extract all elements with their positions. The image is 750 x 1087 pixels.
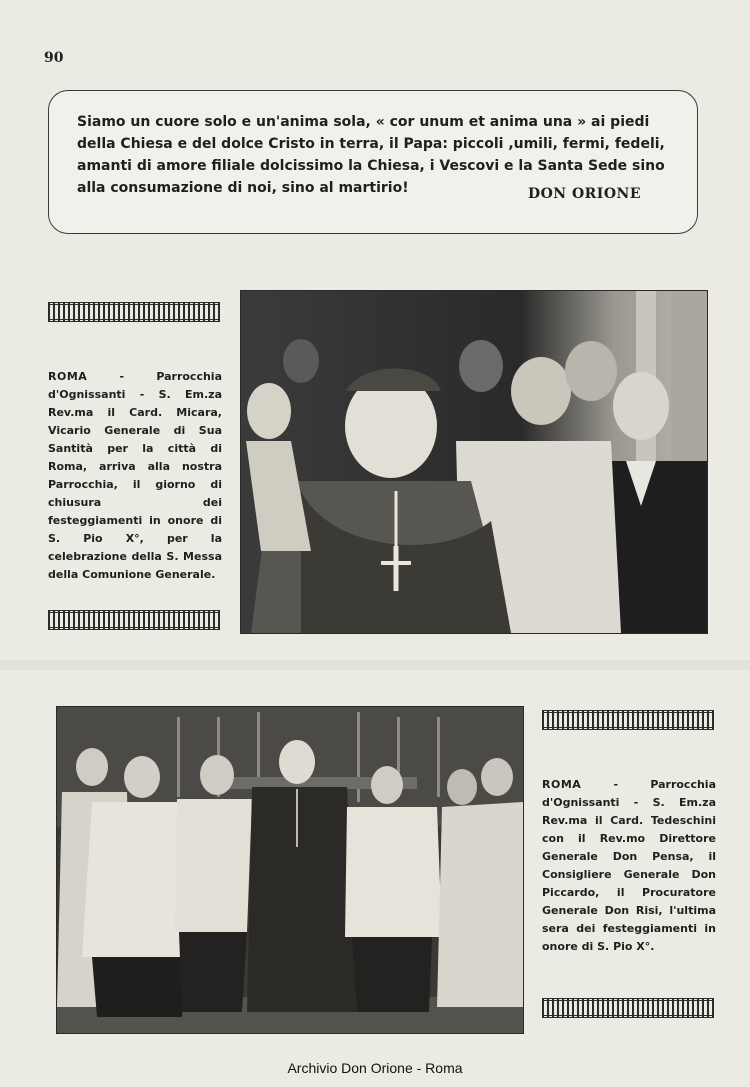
caption-text: - Parrocchia d'Ognissanti - S. Em.za Rev.ma il Card. Micara, Vicario Generale di Sua Santità per la città di Roma, arriva alla nostra Parrocchia, il giorno di chiusura dei festeggiamenti in onore di S. Pio X°, per la celebrazione della S. Messa della Comunione Generale.	[48, 370, 222, 581]
photo-1-image	[241, 291, 707, 633]
ornament-divider	[48, 610, 220, 630]
photo-2-caption	[542, 776, 716, 956]
photo-1-caption	[48, 368, 222, 584]
ornament-divider	[48, 302, 220, 322]
archive-footer: Archivio Don Orione - Roma	[287, 1060, 463, 1076]
caption-city: ROMA	[48, 370, 88, 383]
page-band	[0, 660, 750, 670]
quote-text: Siamo un cuore solo e un'anima sola, « cor unum et anima una » ai piedi della Chiesa e del dolce Cristo in terra, il Papa: piccoli ,umili, fermi, fedeli, amanti di amore filiale dolcissimo la Chiesa, i Vescovi e la Santa Sede sino alla consumazione di noi, sino al martirio!	[77, 114, 665, 196]
caption-text: - Parrocchia d'Ognissanti - S. Em.za Rev.ma il Card. Tedeschini con il Rev.mo Direttore Generale Don Pensa, il Consigliere Generale Don Piccardo, il Procuratore Generale Don Risi, l'ultima sera dei festeggiamenti in onore di S. Pio X°.	[542, 778, 716, 953]
photo-cardinal-tedeschini	[56, 706, 524, 1034]
ornament-divider	[542, 710, 714, 730]
photo-cardinal-micara	[240, 290, 708, 634]
page-number: 90	[44, 50, 64, 66]
quote-author: DON ORIONE	[527, 186, 641, 202]
quote-box	[48, 90, 698, 234]
ornament-divider	[542, 998, 714, 1018]
photo-2-image	[57, 707, 523, 1033]
caption-city: ROMA	[542, 778, 582, 791]
